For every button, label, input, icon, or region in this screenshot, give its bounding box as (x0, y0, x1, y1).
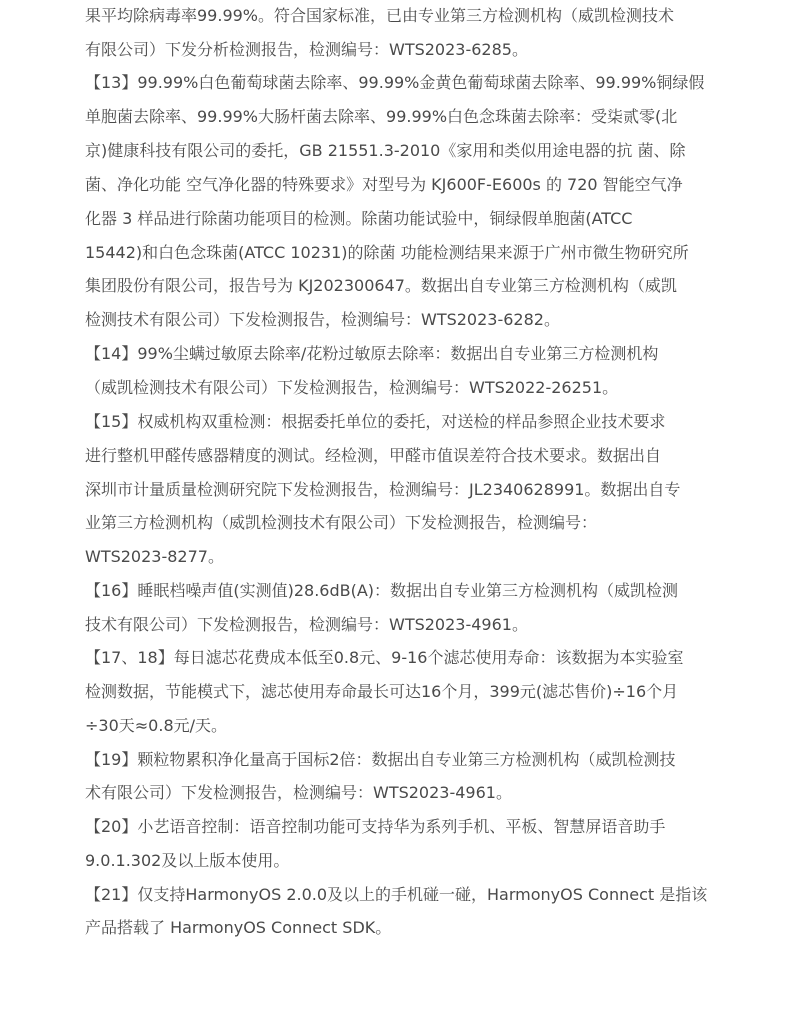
text-line: 【13】99.99%白色葡萄球菌去除率、99.99%金黄色葡萄球菌去除率、99.99%铜绿假 (85, 73, 705, 92)
text-line: 检测技术有限公司）下发检测报告，检测编号：WTS2023-6282。 (85, 310, 560, 329)
text-line: 业第三方检测机构（威凯检测技术有限公司）下发检测报告，检测编号： (85, 513, 598, 532)
text-line: 深圳市计量质量检测研究院下发检测报告，检测编号：JL2340628991。数据出自专 (85, 480, 681, 499)
text-line: （威凯检测技术有限公司）下发检测报告，检测编号：WTS2022-26251。 (85, 378, 619, 397)
text-line: 有限公司）下发分析检测报告，检测编号：WTS2023-6285。 (85, 40, 528, 59)
text-line: 产品搭载了 HarmonyOS Connect SDK。 (85, 918, 392, 937)
text-line: 进行整机甲醛传感器精度的测试。经检测，甲醛市值误差符合技术要求。数据出自 (85, 446, 662, 465)
text-line: 9.0.1.302及以上版本使用。 (85, 851, 290, 870)
text-line: ÷30天≈0.8元/天。 (85, 716, 228, 735)
text-line: 【14】99%尘螨过敏原去除率/花粉过敏原去除率：数据出自专业第三方检测机构 (85, 344, 659, 363)
text-line: 15442)和白色念珠菌(ATCC 10231)的除菌 功能检测结果来源于广州市微生物研究所 (85, 243, 689, 262)
text-line: WTS2023-8277。 (85, 547, 224, 566)
text-line: 化器 3 样品进行除菌功能项目的检测。除菌功能试验中，铜绿假单胞菌(ATCC (85, 209, 633, 228)
text-line: 【20】小艺语音控制：语音控制功能可支持华为系列手机、平板、智慧屏语音助手 (85, 817, 666, 836)
text-line: 集团股份有限公司，报告号为 KJ202300647。数据出自专业第三方检测机构（威凯 (85, 276, 677, 295)
text-line: 京)健康科技有限公司的委托，GB 21551.3-2010《家用和类似用途电器的抗 菌、除 (85, 141, 686, 160)
text-line: 检测数据，节能模式下，滤芯使用寿命最长可达16个月，399元(滤芯售价)÷16个月 (85, 682, 679, 701)
text-line: 技术有限公司）下发检测报告，检测编号：WTS2023-4961。 (85, 615, 528, 634)
text-line: 术有限公司）下发检测报告，检测编号：WTS2023-4961。 (85, 783, 512, 802)
text-line: 菌、净化功能 空气净化器的特殊要求》对型号为 KJ600F-E600s 的 720 智能空气净 (85, 175, 683, 194)
text-line: 【19】颗粒物累积净化量高于国标2倍：数据出自专业第三方检测机构（威凯检测技 (85, 750, 676, 769)
text-line: 【17、18】每日滤芯花费成本低至0.8元、9-16个滤芯使用寿命：该数据为本实验室 (85, 648, 684, 667)
text-line: 单胞菌去除率、99.99%大肠杆菌去除率、99.99%白色念珠菌去除率：受柒贰零(北 (85, 107, 678, 126)
text-line: 【15】权威机构双重检测：根据委托单位的委托，对送检的样品参照企业技术要求 (85, 412, 666, 431)
text-line: 【16】睡眠档噪声值(实测值)28.6dB(A)：数据出自专业第三方检测机构（威凯检测 (85, 581, 679, 600)
text-line: 果平均除病毒率99.99%。符合国家标准，已由专业第三方检测机构（威凯检测技术 (85, 6, 675, 25)
text-line: 【21】仅支持HarmonyOS 2.0.0及以上的手机碰一碰，HarmonyOS Connect 是指该 (85, 885, 708, 904)
